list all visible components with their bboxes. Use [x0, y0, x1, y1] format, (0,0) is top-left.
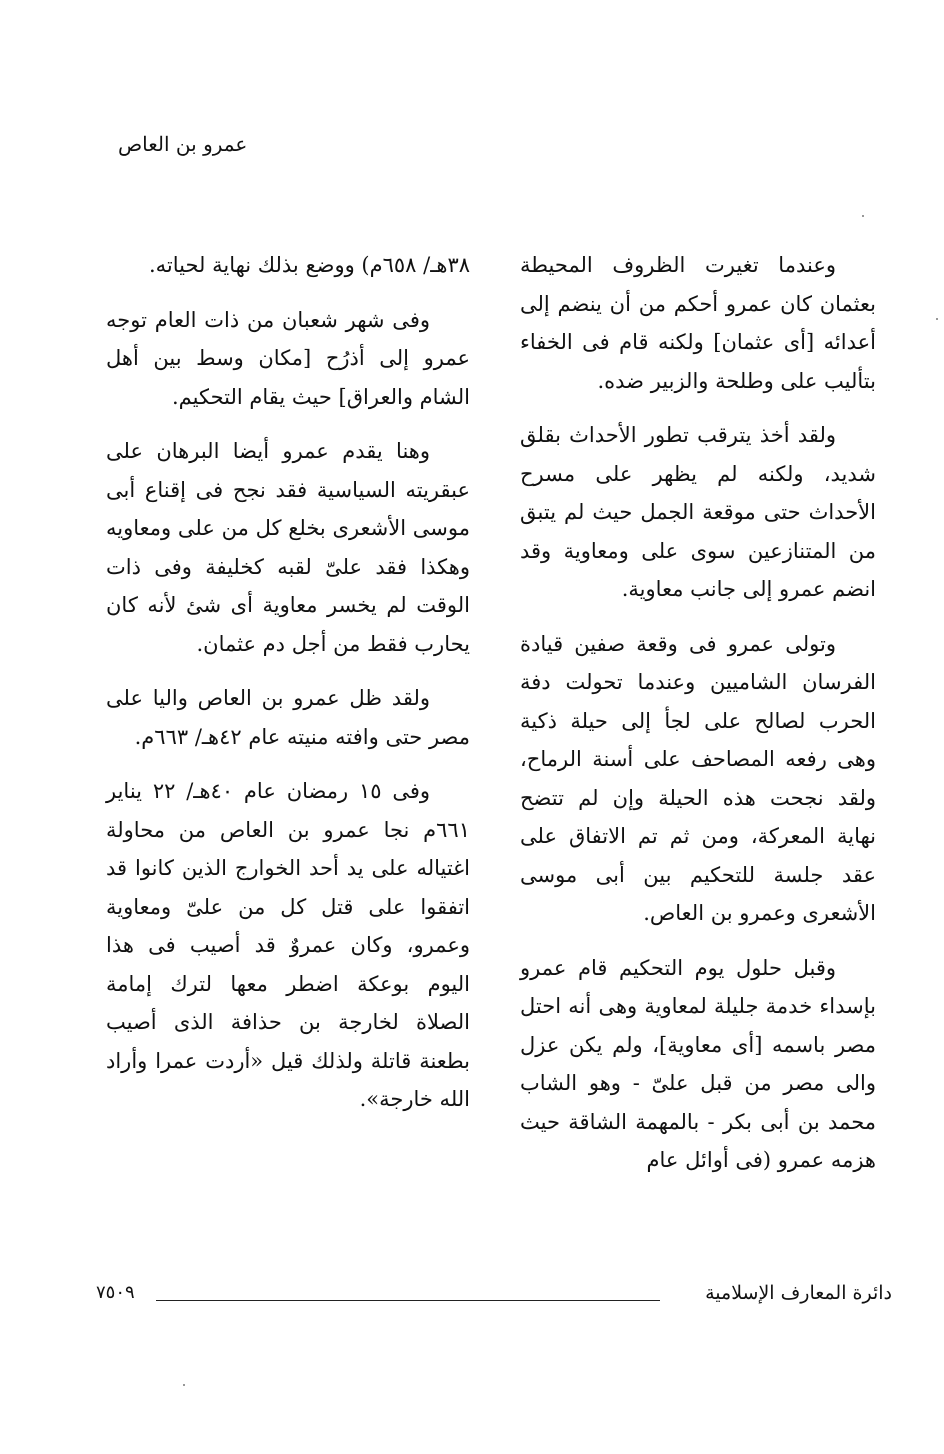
footer-rule-divider — [156, 1300, 660, 1301]
paragraph: ولقد ظل عمرو بن العاص واليا على مصر حتى وافته منيته عام ٤٢هـ/ ٦٦٣م. — [106, 686, 470, 749]
scan-speck — [936, 318, 938, 320]
paragraph: وعندما تغيرت الظروف المحيطة بعثمان كان عمرو أحكم من أن ينضم إلى أعدائه [أى عثمان] ولكنه قام فى الخفاء بتأليب على وطلحة والزبير ضده. — [520, 253, 876, 393]
paragraph: وقبل حلول يوم التحكيم قام عمرو بإسداء خدمة جليلة لمعاوية وهى أنه احتل مصر باسمه [أى معاوية]، ولم يكن عزل والى مصر من قبل علىّ - وهو الشاب محمد بن أبى بكر - بالمهمة الشاقة حيث هزمه عمرو (فى أوائل عام — [520, 955, 876, 1172]
right-column — [520, 246, 876, 1196]
paragraph-continued: ٣٨هـ/ ٦٥٨م) ووضع بذلك نهاية لحياته. — [148, 253, 470, 277]
left-column — [106, 246, 470, 1135]
scan-speck — [862, 215, 864, 217]
paragraph: وتولى عمرو فى وقعة صفين قيادة الفرسان الشاميين وعندما تحولت دفة الحرب لصالح على لجأ إلى حيلة ذكية وهى رفعه المصاحف على أسنة الرماح، ولقد نجحت هذه الحيلة وإن لم تتضح نهاية المعركة، ومن ثم تم الاتفاق على عقد جلسة للتحكيم بين أبى موسى الأشعرى وعمرو بن العاص. — [520, 631, 876, 925]
page-footer — [96, 1282, 892, 1312]
page-number: ٧٥٠٩ — [96, 1282, 135, 1303]
scan-speck — [183, 1384, 185, 1386]
paragraph: ولقد أخذ يترقب تطور الأحداث بقلق شديد، ولكنه لم يظهر على مسرح الأحداث حتى موقعة الجمل حيث لم يتبق من المتنازعين سوى على ومعاوية وقد انضم عمرو إلى جانب معاوية. — [520, 423, 876, 601]
footer-publication-title: دائرة المعارف الإسلامية — [705, 1282, 892, 1304]
running-header-title: عمرو بن العاص — [118, 132, 248, 156]
paragraph: وفى شهر شعبان من ذات العام توجه عمرو إلى أذرُح [مكان وسط بين أهل الشام والعراق] حيث يقام التحكيم. — [106, 307, 470, 409]
paragraph: وهنا يقدم عمرو أيضا البرهان على عبقريته السياسية فقد نجح فى إقناع أبى موسى الأشعرى بخلع كل من على ومعاويه وهكذا فقد علىّ لقبه كخليفة وفى ذات الوقت لم يخسر معاوية أى شئ لأنه كان يحارب فقط من أجل دم عثمان. — [106, 439, 470, 656]
paragraph: وفى ١٥ رمضان عام ٤٠هـ/ ٢٢ يناير ٦٦١م نجا عمرو بن العاص من محاولة اغتياله على يد أحد الخوارج الذين كانوا قد اتفقوا على قتل كل من علىّ ومعاوية وعمرو، وكان عمروٌ قد أصيب فى هذا اليوم بوعكة اضطر معها لترك إمامة الصلاة لخارجة بن حذافة الذى أصيب بطعنة قاتلة ولذلك قيل «أردت عمرا وأراد الله خارجة». — [106, 779, 470, 1111]
